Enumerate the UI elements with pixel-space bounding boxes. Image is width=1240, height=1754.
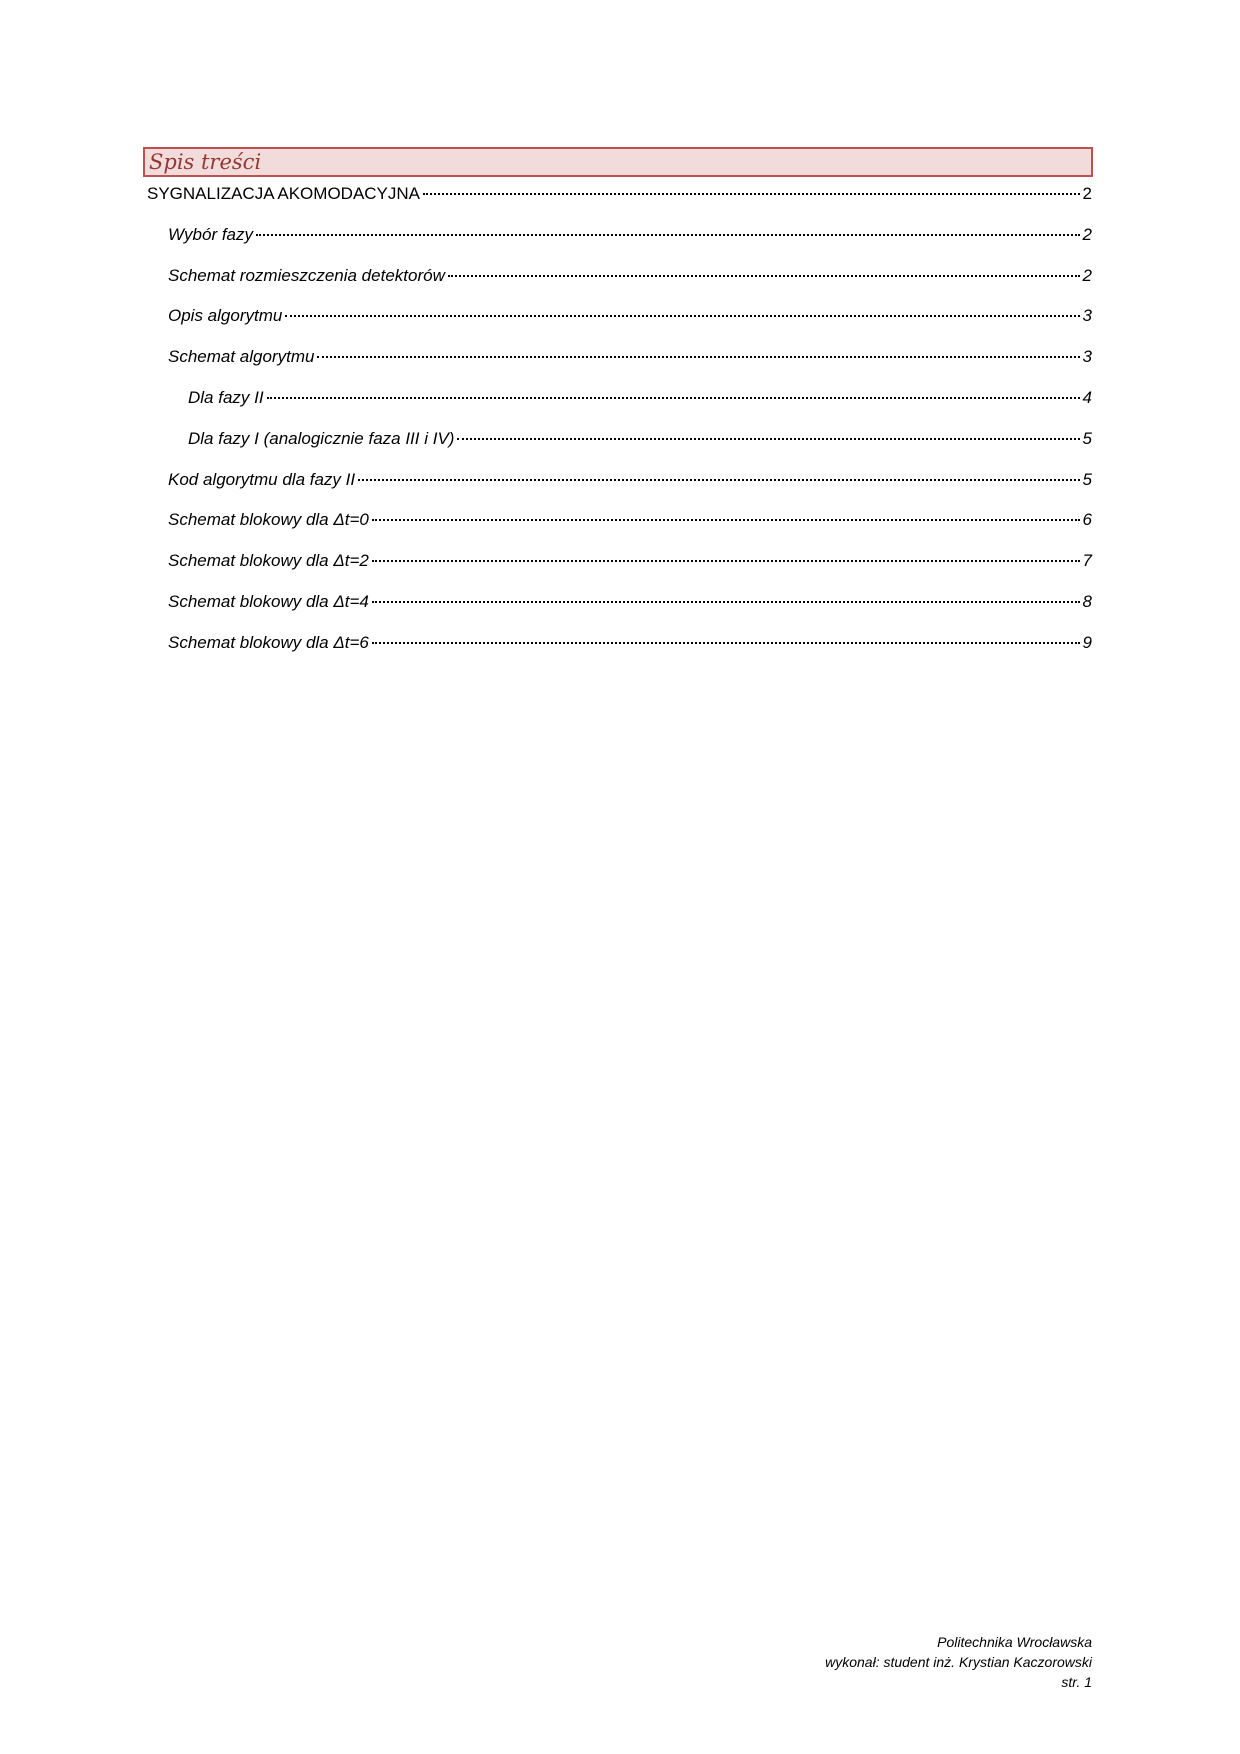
toc-dot-leader: [448, 275, 1080, 277]
toc-entry-schemat-algorytmu[interactable]: [168, 345, 1092, 369]
toc-entry-title: Schemat algorytmu: [168, 347, 315, 366]
toc-entry-title: Dla fazy II: [188, 388, 264, 407]
toc-heading: Spis treści: [143, 147, 1093, 177]
toc-entry-title: Wybór fazy: [168, 225, 254, 244]
toc-dot-leader: [358, 479, 1079, 481]
toc-entry-title: Kod algorytmu dla fazy II: [168, 470, 356, 489]
toc-entry-page: 5: [1082, 470, 1092, 489]
toc-entry-page: 3: [1082, 306, 1092, 325]
toc-dot-leader: [372, 519, 1080, 521]
toc-entry-title: Schemat blokowy dla Δt=4: [168, 592, 369, 611]
toc-entry-sygnalizacja[interactable]: [147, 182, 1092, 206]
toc-entry-schemat-blokowy-0[interactable]: [168, 508, 1092, 532]
toc-dot-leader: [267, 397, 1080, 399]
toc-entry-title: Schemat blokowy dla Δt=2: [168, 551, 369, 570]
toc-entry-page: 2: [1082, 225, 1092, 244]
toc-dot-leader: [457, 438, 1079, 440]
toc-entry-dla-fazy-ii[interactable]: [188, 386, 1092, 410]
toc-dot-leader: [372, 601, 1080, 603]
toc-entry-page: 9: [1082, 633, 1092, 652]
toc-dot-leader: [372, 560, 1080, 562]
footer-author: wykonał: student inż. Krystian Kaczorowski: [825, 1654, 1092, 1670]
toc-dot-leader: [423, 193, 1080, 195]
page-footer: [825, 1632, 1092, 1692]
toc-entry-page: 6: [1082, 510, 1092, 529]
toc-entry-title: Schemat blokowy dla Δt=6: [168, 633, 369, 652]
toc-dot-leader: [285, 315, 1079, 317]
toc-entry-page: 7: [1082, 551, 1092, 570]
toc-entry-opis-algorytmu[interactable]: [168, 304, 1092, 328]
toc-entry-schemat-blokowy-2[interactable]: [168, 549, 1092, 573]
toc-dot-leader: [372, 642, 1080, 644]
footer-university: Politechnika Wrocławska: [937, 1634, 1092, 1650]
toc-entry-page: 8: [1082, 592, 1092, 611]
toc-dot-leader: [317, 356, 1079, 358]
toc-entry-title: Schemat rozmieszczenia detektorów: [168, 266, 445, 285]
toc-entry-wybor-fazy[interactable]: [168, 223, 1092, 247]
toc-entry-schemat-blokowy-6[interactable]: [168, 631, 1092, 655]
toc-entry-schemat-blokowy-4[interactable]: [168, 590, 1092, 614]
toc-entry-page: 2: [1082, 184, 1092, 203]
toc-entry-title: Dla fazy I (analogicznie faza III i IV): [188, 429, 455, 448]
toc-entry-dla-fazy-i[interactable]: [188, 427, 1092, 451]
toc-entry-page: 2: [1082, 266, 1092, 285]
toc-entry-page: 5: [1082, 429, 1092, 448]
toc-entry-kod-algorytmu[interactable]: [168, 468, 1092, 492]
toc-entry-title: Opis algorytmu: [168, 306, 283, 325]
footer-page-number: str. 1: [1061, 1674, 1092, 1690]
toc-entry-page: 3: [1082, 347, 1092, 366]
toc-entry-schemat-rozmieszczenia[interactable]: [168, 264, 1092, 288]
toc-dot-leader: [256, 234, 1080, 236]
toc-entry-title: SYGNALIZACJA AKOMODACYJNA: [147, 184, 421, 203]
toc-entry-page: 4: [1082, 388, 1092, 407]
toc-entry-title: Schemat blokowy dla Δt=0: [168, 510, 369, 529]
